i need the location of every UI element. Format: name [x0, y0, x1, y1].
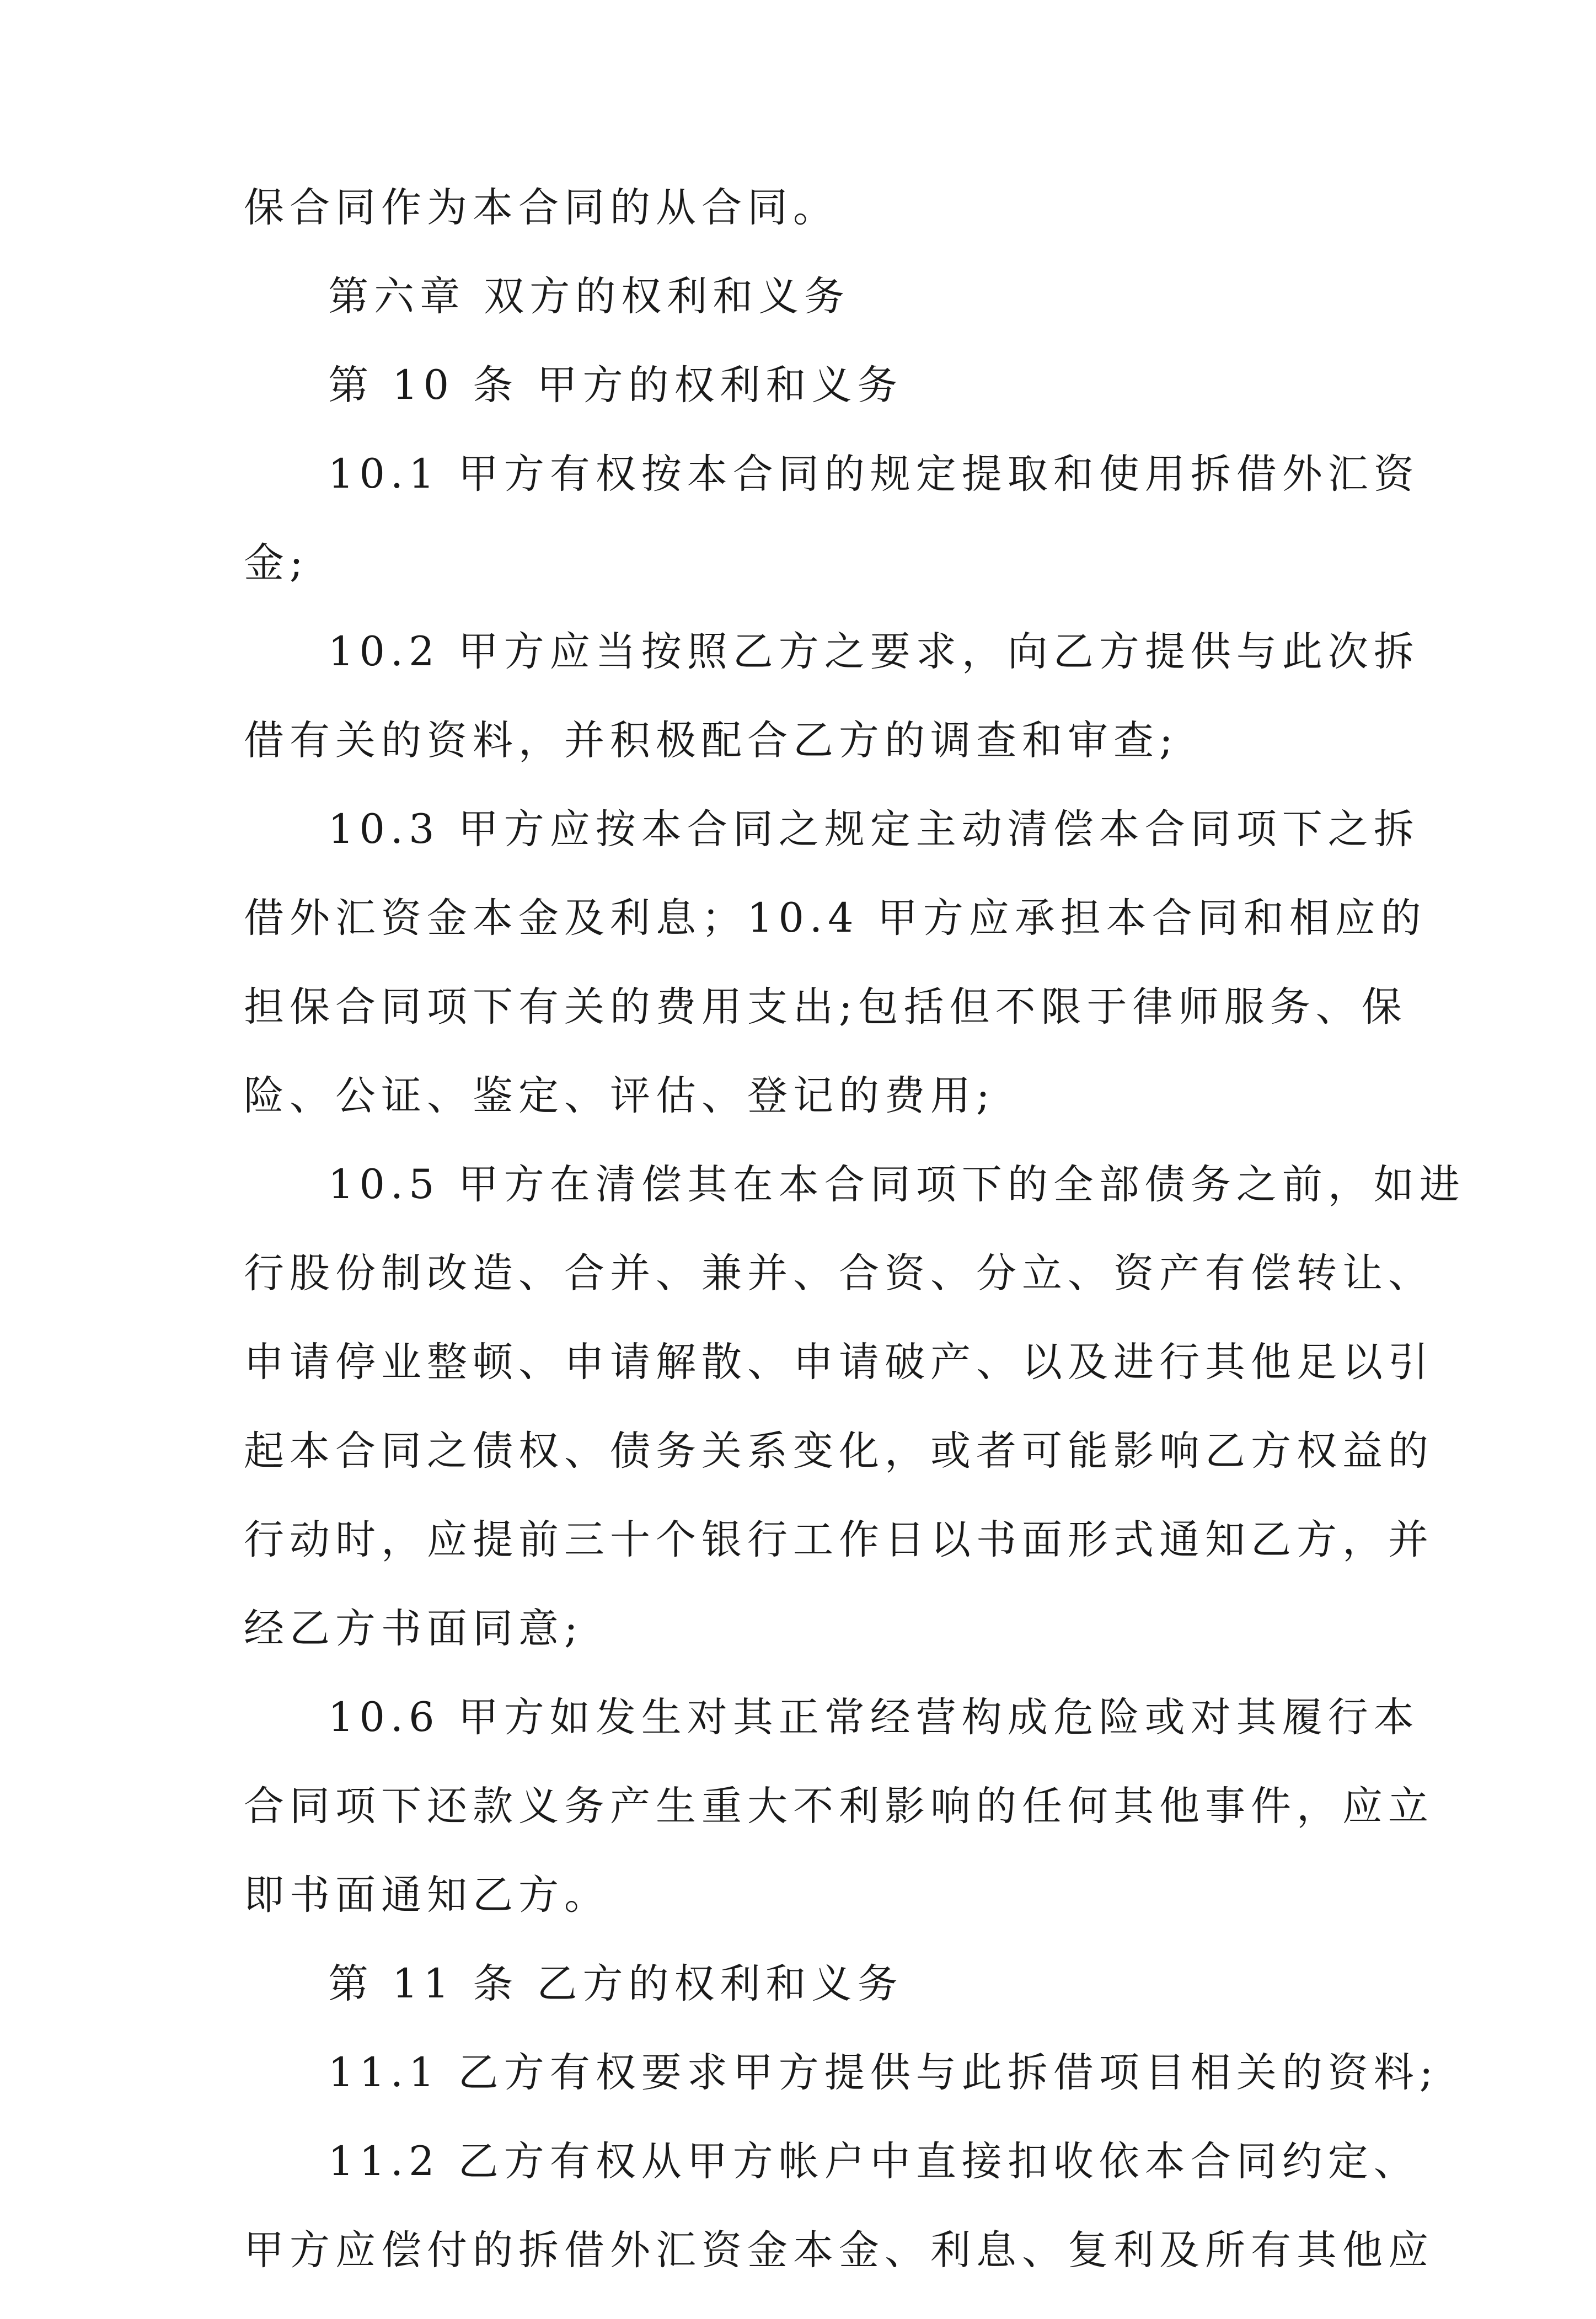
text-line-19: 合同项下还款义务产生重大不利影响的任何其他事件，应立 [244, 1783, 1434, 1830]
text-line-15: 起本合同之债权、债务关系变化，或者可能影响乙方权益的 [244, 1428, 1434, 1474]
text-line-23: 11.2 乙方有权从甲方帐户中直接扣收依本合同约定、 [328, 2138, 1420, 2185]
text-line-24: 甲方应偿付的拆借外汇资金本金、利息、复利及所有其他应 [244, 2227, 1434, 2274]
text-line-9: 借外汇资金本金及利息；10.4 甲方应承担本合同和相应的 [244, 895, 1427, 942]
text-line-1: 保合同作为本合同的从合同。 [244, 184, 839, 231]
text-line-10: 担保合同项下有关的费用支出;包括但不限于律师服务、保 [244, 984, 1407, 1030]
article-11-heading: 第 11 条 乙方的权利和义务 [328, 1960, 903, 2007]
article-10-heading: 第 10 条 甲方的权利和义务 [328, 362, 903, 409]
text-line-5: 金; [244, 539, 309, 586]
chapter-heading: 第六章 双方的权利和义务 [328, 273, 850, 320]
text-line-20: 即书面通知乙方。 [244, 1872, 610, 1919]
document-page [244, 184, 1465, 2319]
text-line-8: 10.3 甲方应按本合同之规定主动清偿本合同项下之拆 [328, 806, 1420, 853]
text-line-4: 10.1 甲方有权按本合同的规定提取和使用拆借外汇资 [328, 451, 1420, 498]
text-line-11: 险、公证、鉴定、评估、登记的费用; [244, 1072, 995, 1119]
text-line-13: 行股份制改造、合并、兼并、合资、分立、资产有偿转让、 [244, 1250, 1434, 1297]
text-line-12: 10.5 甲方在清偿其在本合同项下的全部债务之前，如进 [328, 1161, 1465, 1208]
text-line-16: 行动时，应提前三十个银行工作日以书面形式通知乙方，并 [244, 1516, 1434, 1563]
text-line-14: 申请停业整顿、申请解散、申请破产、以及进行其他足以引 [244, 1339, 1434, 1386]
text-line-7: 借有关的资料，并积极配合乙方的调查和审查; [244, 717, 1179, 764]
text-line-17: 经乙方书面同意; [244, 1605, 583, 1652]
text-line-6: 10.2 甲方应当按照乙方之要求，向乙方提供与此次拆 [328, 628, 1420, 675]
text-line-22: 11.1 乙方有权要求甲方提供与此拆借项目相关的资料; [328, 2049, 1439, 2096]
text-line-18: 10.6 甲方如发生对其正常经营构成危险或对其履行本 [328, 1694, 1420, 1741]
